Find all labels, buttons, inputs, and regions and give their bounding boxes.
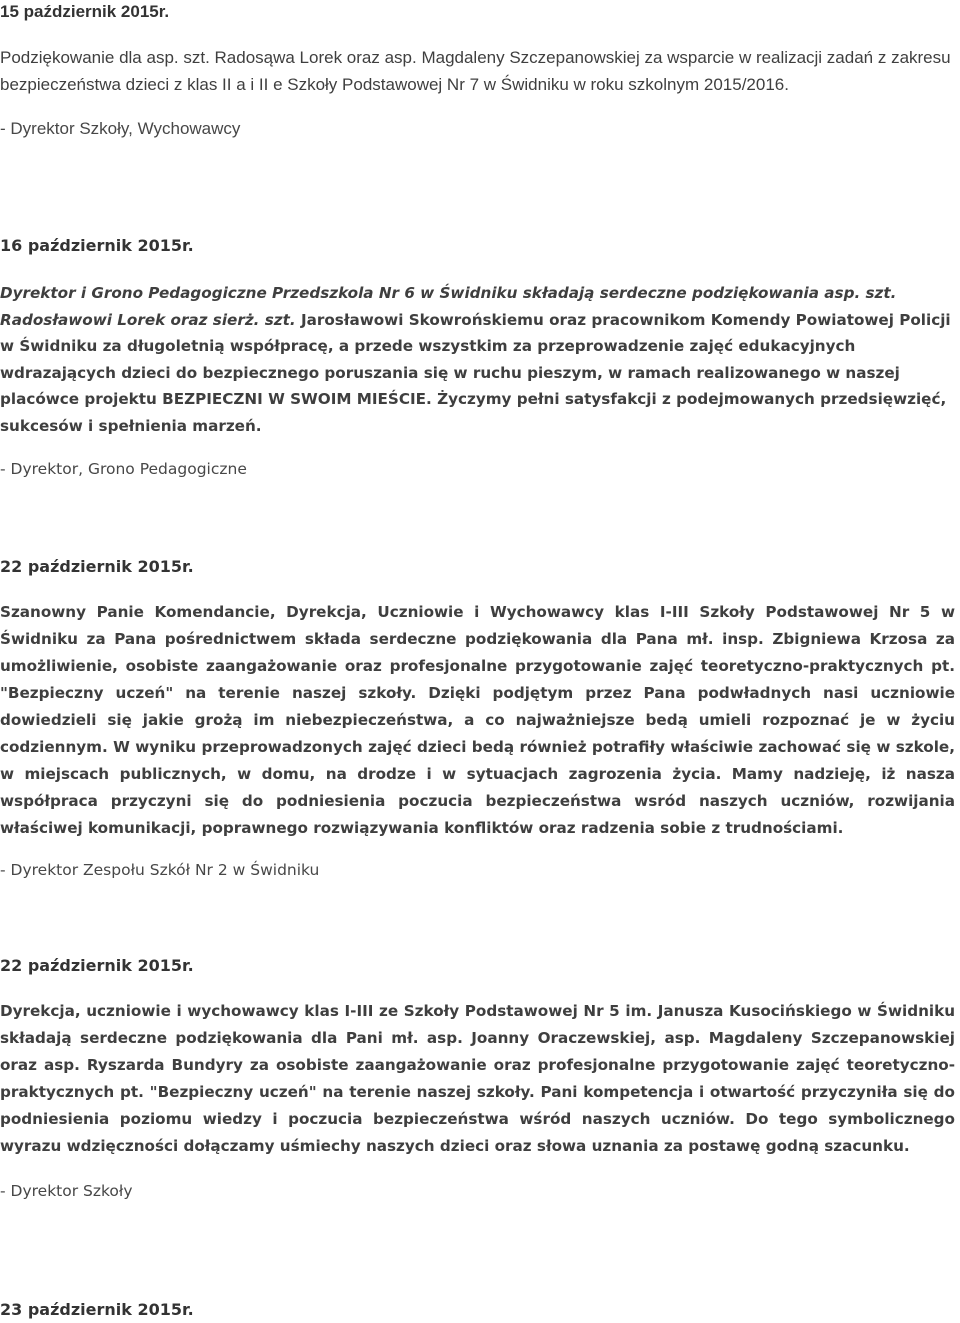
entry-2	[0, 236, 955, 480]
entry-date: 15 październik 2015r.	[0, 2, 170, 21]
entry-date: 16 październik 2015r.	[0, 236, 194, 255]
entry-5	[0, 1300, 955, 1320]
entry-body: Szanowny Panie Komendancie, Dyrekcja, Uczniowie i Wychowawcy klas I-III Szkoły Podstawowej Nr 5 w Świdniku za Pana pośrednictwem składa serdeczne podziękowania dla Pana mł. insp. Zbigniewa Krzosa za umożliwienie, osobiste zaangażowanie oraz profesjonalne przygotowanie zajęć teoretyczno-praktycznych pt. "Bezpieczny uczeń" na terenie naszej szkoły. Dzięki podjętym przez Pana podwładnych nasi uczniowie dowiedzieli się jakie grożą im niebezpieczeństwa, a co najważniejsze bedą umieli rozpoznać je w życiu codziennym. W wyniku przeprowadzonych zajęć dzieci bedą również potrafiły właściwie zachować się w szkole, w miejscach publicznych, w domu, na drodze i w sytuacjach zagrozenia życia. Mamy nadzieję, iż nasza współpraca przyczyni się do podniesienia poczucia bezpieczeństwa wsród naszych uczniów, rozwijania właściwej komunikacji, poprawnego rozwiązywania konfliktów oraz radzenia sobie z trudnościami.	[0, 603, 955, 837]
entry-signature: - Dyrektor Szkoły	[0, 1182, 133, 1200]
entry-signature: - Dyrektor, Grono Pedagogiczne	[0, 459, 247, 478]
entry-1	[0, 2, 955, 140]
entry-signature: - Dyrektor Szkoły, Wychowawcy	[0, 119, 241, 138]
entry-date: 22 październik 2015r.	[0, 956, 194, 975]
entry-body: Podziękowanie dla asp. szt. Radosąwa Lorek oraz asp. Magdaleny Szczepanowskiej za wsparcie w realizacji zadań z zakresu bezpieczeństwa dzieci z klas II a i II e Szkoły Podstawowej Nr 7 w Świdniku w roku szkolnym 2015/2016.	[0, 48, 951, 94]
entry-3	[0, 557, 955, 881]
entry-body-italic: Dyrektor i Grono Pedagogiczne Przedszkola Nr 6 w Świdniku składają serdeczne podziękowania asp. szt. Radosławowi Lorek oraz sierż. szt.	[0, 284, 897, 329]
entry-signature: - Dyrektor Zespołu Szkół Nr 2 w Świdniku	[0, 861, 320, 879]
entry-body-upright: Jarosławowi Skowrońskiemu oraz pracownikom Komendy Powiatowej Policji w Świdniku za długoletnią współpracę, a przede wszystkim za przeprowadzenie zajęć edukacyjnych wdrazających dzieci do bezpiecznego poruszania się w ruchu pieszym, w ramach realizowanego w naszej placówce projektu BEZPIECZNI W SWOIM MIEŚCIE. Życzymy pełni satysfakcji z podejmowanych przedsięwzięć, sukcesów i spełnienia marzeń.	[0, 310, 951, 435]
entry-date: 23 październik 2015r.	[0, 1300, 194, 1319]
entry-body: Dyrekcja, uczniowie i wychowawcy klas I-III ze Szkoły Podstawowej Nr 5 im. Janusza Kusocińskiego w Świdniku składają serdeczne podziękowania dla Pani mł. asp. Joanny Oraczewskiej, asp. Magdaleny Szczepanowskiej oraz asp. Ryszarda Bundyry za osobiste zaangażowanie oraz profesjonalne przygotowanie zajęć teoretyczno-praktycznych pt. "Bezpieczny uczeń" na terenie naszej szkoły. Pani kompetencja i otwartość przyczyniła się do podniesienia poziomu wiedzy i poczucia bezpieczeństwa wśród naszych uczniów. Do tego symbolicznego wyrazu wdzięczności dołączamy uśmiechy naszych dzieci oraz słowa uznania za postawę godną szacunku.	[0, 1002, 955, 1155]
entry-body	[0, 280, 955, 440]
entry-date: 22 październik 2015r.	[0, 557, 194, 576]
entry-4	[0, 956, 955, 1202]
